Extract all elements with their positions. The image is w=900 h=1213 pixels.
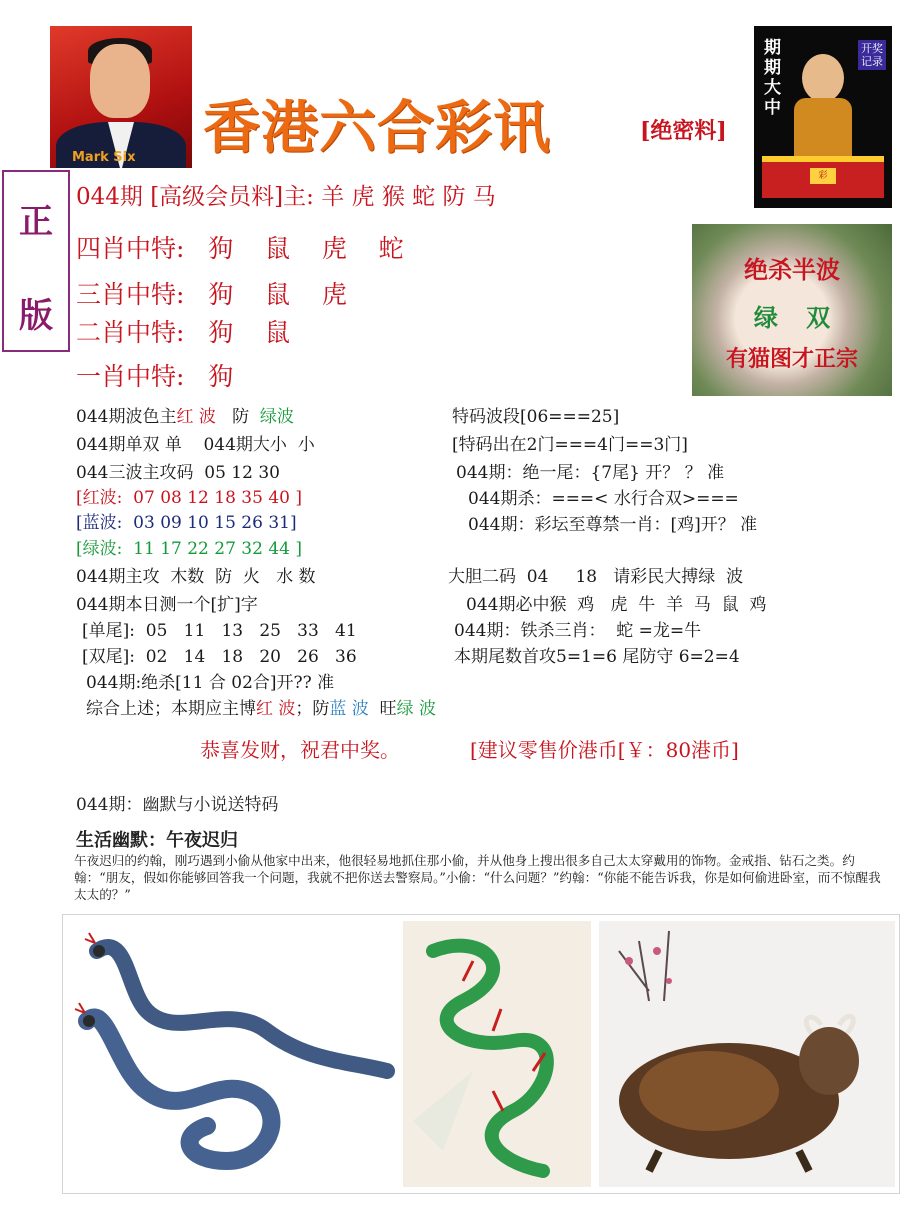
attack-line: 044期主攻 木数 防 火 水 数 xyxy=(76,567,316,587)
kill-line: 044期:绝杀[11 合 02合]开?? 准 xyxy=(86,673,335,693)
odd-even-line: 044期单双 单 044期大小 小 xyxy=(76,435,315,455)
three-wave-line: 044三波主攻码 05 12 30 xyxy=(76,463,280,483)
tail-line: 044期：绝一尾：{7尾} 开？ ？ 准 xyxy=(456,463,725,483)
cartoon-sign: 开奖记录 xyxy=(858,40,886,70)
page-subtitle: [绝密料] xyxy=(640,118,727,144)
genuine-badge-top: 正 xyxy=(19,202,53,242)
story-title: 044期：幽默与小说送特码 xyxy=(76,795,279,815)
portrait-brand: Mark Six xyxy=(72,150,136,165)
portrait-image xyxy=(50,26,192,168)
red-wave-numbers: [红波: 07 08 12 18 35 40 ] xyxy=(76,488,303,508)
door-line: [特码出在2门===4门==3门] xyxy=(452,435,688,455)
wave-color-line: 044期波色主红 波 防 绿波 xyxy=(76,407,294,427)
genuine-badge xyxy=(2,170,70,352)
cartoon-text: 期期大中 xyxy=(764,38,781,118)
ox-painting xyxy=(599,921,895,1187)
iron-kill-line: 044期：铁杀三肖： 蛇 =龙=牛 xyxy=(454,621,702,641)
joke-story: 午夜迟归的约翰，刚巧遇到小偷从他家中出来，他很轻易地抓住那小偷，并从他身上搜出很多自己太太穿戴用的饰物。金戒指、钻石之类。约翰：“朋友，假如你能够回答我一个问题，我就不把你送去警察局。”小偷：“什么问题？”约翰：“你能不能告诉我，你是如何偷进卧室，而不惊醒我太太的？” xyxy=(74,853,881,902)
char-line: 044期本日测一个[扩]字 xyxy=(76,595,258,615)
segment-line: 特码波段[06===25] xyxy=(452,407,620,427)
page-title: 香港六合彩讯 xyxy=(203,94,551,161)
dragon-painting xyxy=(403,921,591,1187)
three-zodiac: 三肖中特: 狗 鼠 虎 xyxy=(76,280,347,309)
cat-box-caption: 有猫图才正宗 xyxy=(725,346,858,372)
price-text: [建议零售价港币[￥：80港币] xyxy=(470,738,739,762)
single-tail-line: [单尾]: 05 11 13 25 33 41 xyxy=(82,621,357,641)
must-line: 044期必中猴 鸡 虎 牛 羊 马 鼠 鸡 xyxy=(466,595,767,615)
blue-wave-numbers: [蓝波: 03 09 10 15 26 31] xyxy=(76,513,297,533)
kill-element-line: 044期杀：===< 水行合双>=== xyxy=(468,489,739,509)
green-wave-numbers: [绿波: 11 17 22 27 32 44 ] xyxy=(76,539,303,559)
double-tail-line: [双尾]: 02 14 18 20 26 36 xyxy=(82,647,357,667)
two-zodiac: 二肖中特: 狗 鼠 xyxy=(76,318,291,347)
summary-line: 综合上述；本期应主博红 波；防蓝 波 旺绿 波 xyxy=(86,699,437,719)
snake-painting xyxy=(67,921,397,1187)
cat-box-title: 绝杀半波 xyxy=(744,255,840,284)
forbid-line: 044期：彩坛至尊禁一肖：[鸡]开？ 准 xyxy=(468,515,758,535)
one-zodiac: 一肖中特: 狗 xyxy=(76,362,234,391)
zodiac-pictures xyxy=(62,914,900,1194)
joke-title: 生活幽默：午夜迟归 xyxy=(76,830,238,851)
congrats-text: 恭喜发财，祝君中奖。 xyxy=(200,738,400,762)
cartoon-image: 期期大中 开奖记录 彩 xyxy=(754,26,892,208)
member-line: 044期 [高级会员料]主: 羊 虎 猴 蛇 防 马 xyxy=(76,184,496,210)
four-zodiac: 四肖中特: 狗 鼠 虎 蛇 xyxy=(76,234,404,263)
tail-attack-line: 本期尾数首攻5=1=6 尾防守 6=2=4 xyxy=(454,647,740,667)
cat-image-box xyxy=(692,224,892,396)
bold-two-line: 大胆二码 04 18 请彩民大搏绿 波 xyxy=(448,567,744,587)
genuine-badge-bottom: 版 xyxy=(19,296,53,336)
cat-box-values: 绿 双 xyxy=(753,303,831,332)
